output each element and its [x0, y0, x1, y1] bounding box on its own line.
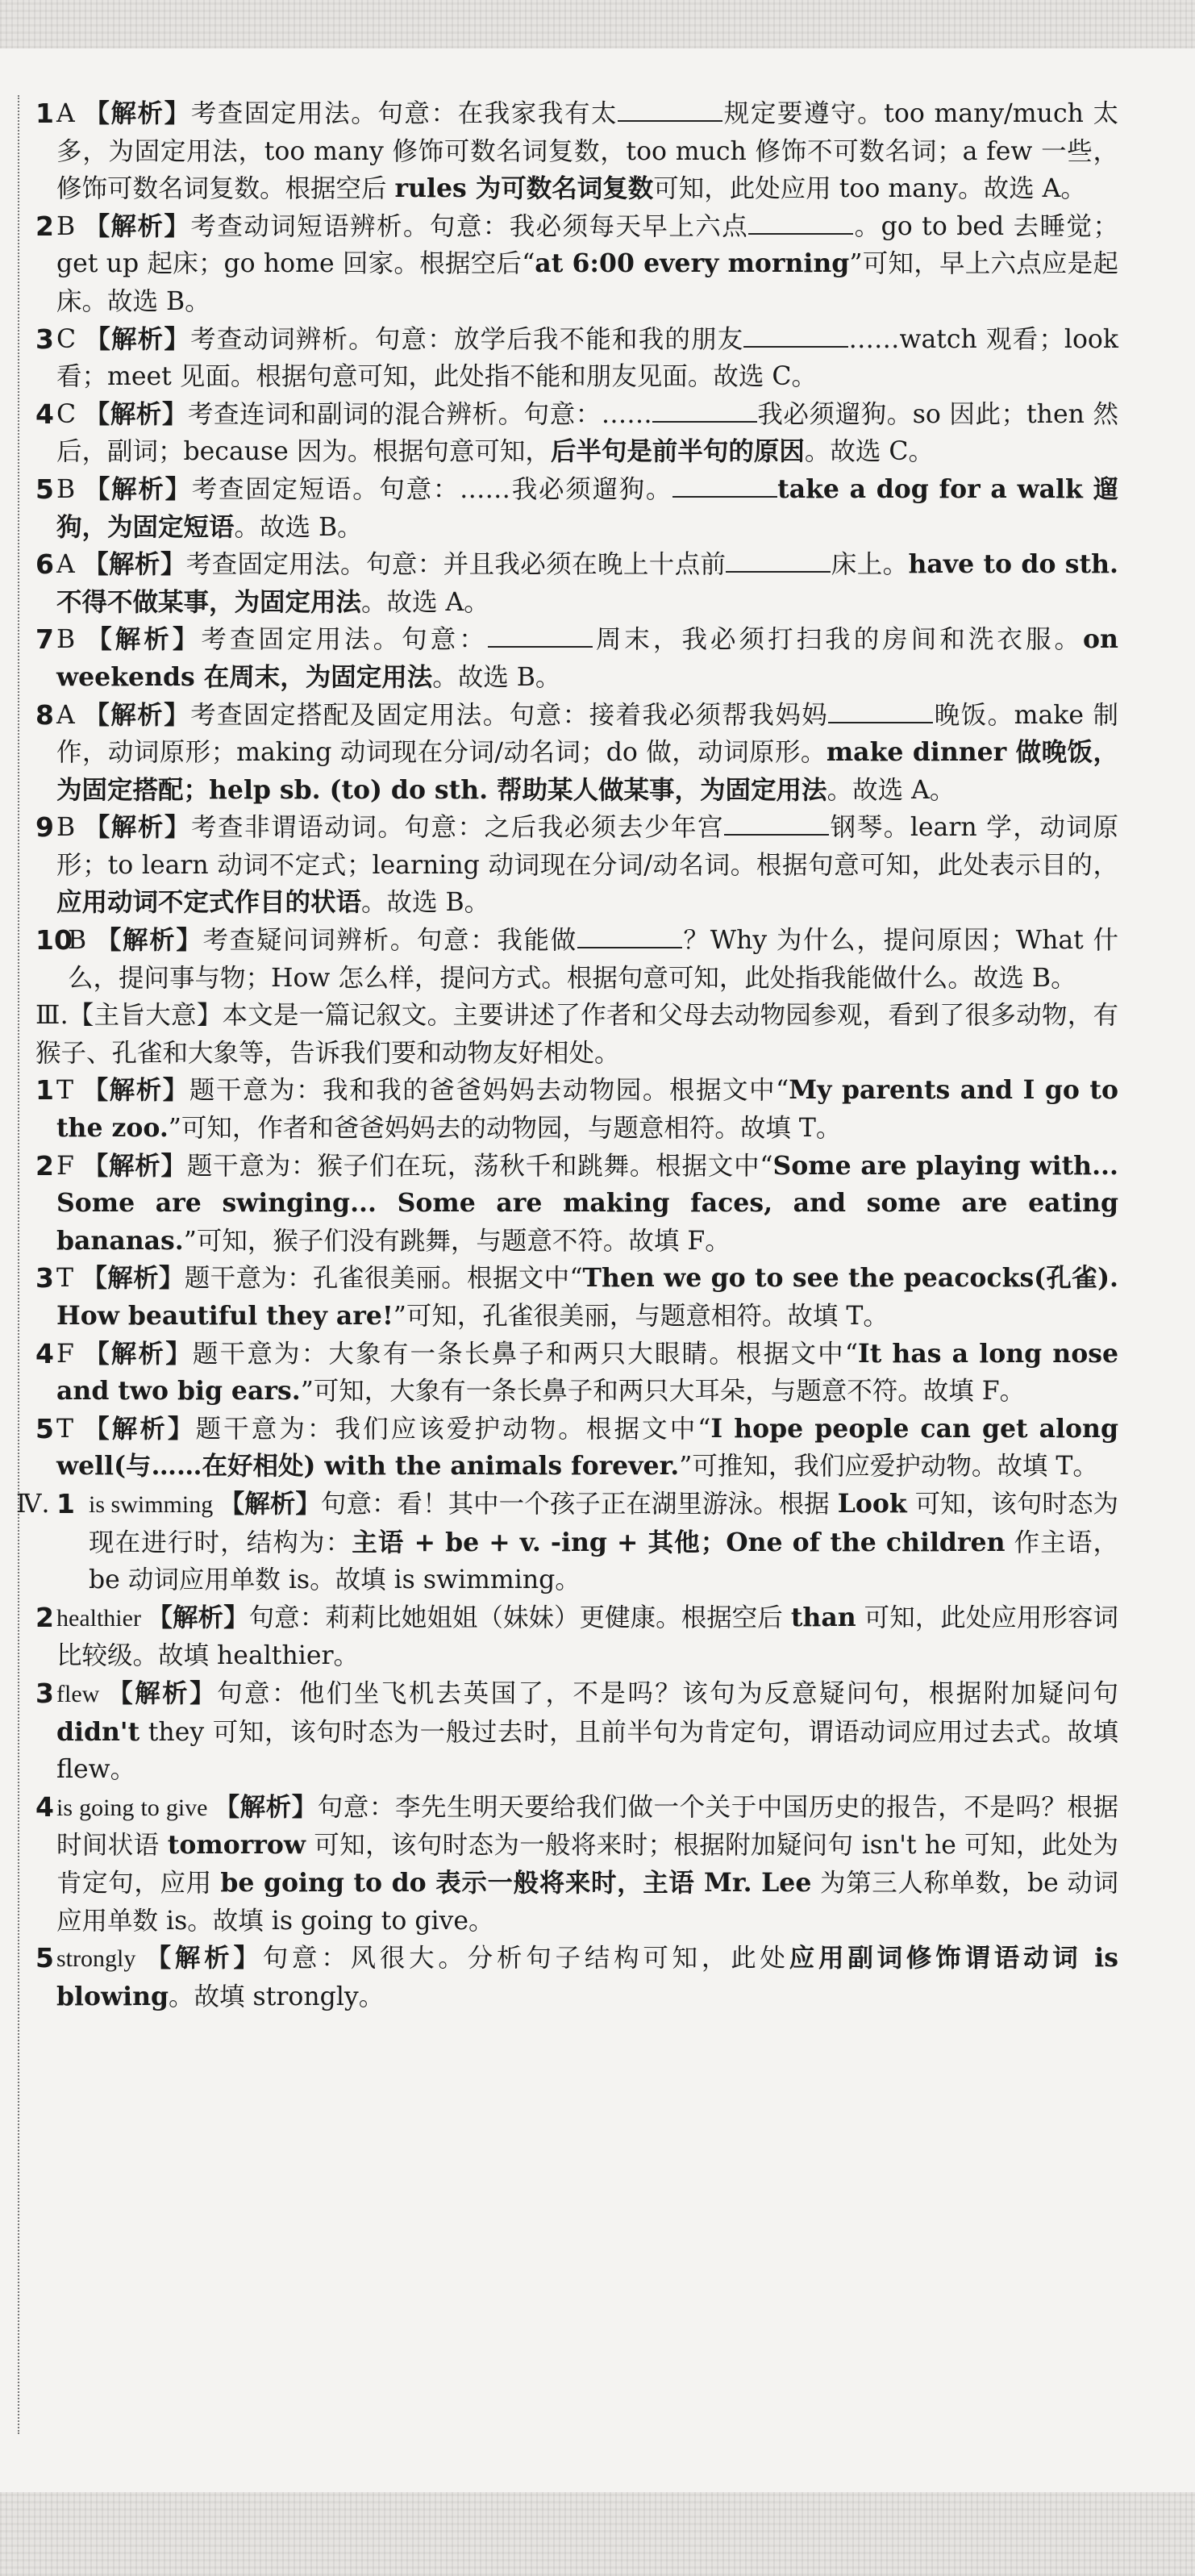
analysis-text: they 可知，该句时态为一般过去时，且前半句为肯定句，谓语动词应用过去式。故填 flew。	[56, 1717, 1118, 1785]
answer-blank	[577, 927, 682, 948]
key-point: on weekends 在周末，为固定用法	[56, 624, 1118, 692]
answer-choice: B	[56, 211, 85, 241]
item-number: 4	[35, 1337, 54, 1369]
analysis-text: 可知，该句时态为现在进行时，结构为：	[89, 1489, 1118, 1557]
judgement-item	[18, 1411, 1118, 1486]
quoted-evidence: Some are playing with... Some are swinging... Some are making faces, and some are eating bananas.	[56, 1150, 1118, 1256]
analysis-text: 可知，此处应用 too many。故选 A。	[653, 174, 1086, 204]
answer-choice: T	[56, 1076, 83, 1106]
analysis-text: 考查动词辨析。句意：放学后我不能和我的朋友	[190, 324, 744, 354]
analysis-text: ”可知，大象有一条长鼻子和两只大耳朵，与题意不符。故填 F。	[300, 1377, 1026, 1407]
analysis-text: 钢琴。learn 学，动词原形；to learn 动词不定式；learning 动词现在分词/动名词。根据句意可知，此处表示目的，	[56, 813, 1118, 880]
fill-in-item	[18, 1789, 1118, 1940]
analysis-tag: 【解析】	[81, 1263, 185, 1294]
filled-answer: is swimming	[89, 1490, 219, 1518]
analysis-text: 题干意为：我们应该爱护动物。根据文中“	[195, 1414, 711, 1444]
answer-choice: C	[56, 399, 85, 429]
analysis-text: 。故选 B。	[361, 888, 490, 918]
analysis-text: ”可知，猴子们没有跳舞，与题意不符。故填 F。	[183, 1226, 731, 1256]
answer-blank	[618, 101, 722, 122]
answer-choice: F	[56, 1339, 85, 1369]
answer-choice: B	[56, 474, 85, 504]
fill-in-item	[18, 1599, 1118, 1675]
fill-in-item	[18, 1940, 1118, 2015]
answer-choice: A	[56, 550, 84, 580]
key-point: 应用动词不定式作目的状语	[56, 887, 362, 918]
analysis-text: ”可知，早上六点应是起床。故选 B。	[56, 249, 1118, 316]
analysis-text: 考查固定搭配及固定用法。句意：接着我必须帮我妈妈	[190, 700, 829, 730]
analysis-text: 句意：李先生明天要给我们做一个关于中国历史的报告，不是吗？根据时间状语	[56, 1792, 1118, 1861]
analysis-text: 。故选 B。	[432, 662, 561, 692]
item-number: 2	[35, 1149, 54, 1182]
filled-answer: strongly	[56, 1945, 146, 1973]
answer-choice: A	[56, 700, 85, 730]
analysis-tag: 【解析】	[95, 925, 203, 956]
filled-answer: flew	[56, 1680, 108, 1707]
analysis-text: 题干意为：猴子们在玩，荡秋千和跳舞。根据文中“	[186, 1151, 773, 1181]
key-point: 应用副词修饰谓语动词 is blowing	[56, 1943, 1118, 2011]
answer-choice: T	[56, 1264, 82, 1294]
analysis-tag: 【解析】	[84, 699, 191, 730]
item-number: 3	[35, 1262, 54, 1294]
section-3	[18, 997, 1118, 1072]
key-point: didn't	[56, 1716, 140, 1747]
key-point: at 6:00 every morning	[535, 248, 850, 279]
key-point: be going to do 表示一般将来时，主语 Mr. Lee	[220, 1867, 812, 1898]
answer-item	[18, 922, 1118, 997]
analysis-text: 。故选 A。	[827, 775, 956, 805]
analysis-text: 考查非谓语动词。句意：之后我必须去少年宫	[190, 813, 725, 843]
key-point: Look	[837, 1488, 907, 1519]
analysis-tag: 【解析】	[85, 323, 191, 354]
analysis-text: 考查固定用法。句意：在我家我有太	[190, 99, 618, 128]
answer-blank	[488, 627, 593, 648]
answer-item	[18, 471, 1118, 546]
key-point: 主语 + be + v. -ing + 其他；One of the children	[352, 1527, 1006, 1557]
analysis-text: 规定要遵守。too many/much 太多，为固定用法，too many 修饰可数名词复数，too much 修饰不可数名词；a few 一些，修饰可数名词复数。根据空后	[56, 99, 1118, 204]
analysis-text: 晚饭。make 制作，动词原形；making 动词现在分词/动名词；do 做，动词原形。	[56, 700, 1118, 768]
analysis-tag: 【解析】	[84, 210, 191, 241]
item-number: 2	[35, 1601, 54, 1633]
analysis-text: ”可知，作者和爸爸妈妈去的动物园，与题意相符。故填 T。	[168, 1114, 842, 1144]
analysis-text: 。go to bed 去睡觉；get up 起床；go home 回家。根据空后“	[56, 211, 1118, 279]
analysis-tag: 【解析】	[84, 473, 192, 504]
analysis-text: 考查连词和副词的混合辨析。句意：……	[187, 399, 652, 429]
analysis-text: 考查疑问词辨析。句意：我能做	[202, 926, 577, 956]
item-number: 4	[35, 398, 54, 430]
main-idea-heading: 【主旨大意】	[68, 1001, 223, 1031]
analysis-text: 我必须遛狗。so 因此；then 然后，副词；because 因为。根据句意可知，	[56, 399, 1118, 467]
fill-in-item	[18, 1675, 1118, 1789]
analysis-text: 。故选 C。	[804, 437, 934, 467]
analysis-text: ”可知，孔雀很美丽，与题意相符。故填 T。	[393, 1302, 889, 1331]
analysis-text: 题干意为：孔雀很美丽。根据文中“	[184, 1264, 583, 1294]
item-number: 3	[35, 323, 54, 355]
key-point: 后半句是前半句的原因	[550, 436, 805, 467]
analysis-tag: 【解析】	[84, 812, 191, 843]
section-2-answers	[18, 95, 1118, 997]
item-number: 4	[35, 1790, 54, 1823]
quoted-evidence: It has a long nose and two big ears.	[56, 1338, 1118, 1407]
analysis-text: 题干意为：我和我的爸爸妈妈去动物园。根据文中“	[189, 1076, 789, 1106]
item-number: 1	[35, 98, 54, 129]
key-point: make dinner 做晚饭，为固定搭配；help sb. (to) do sth. 帮助某人做某事，为固定用法	[56, 737, 1118, 805]
item-number: 3	[35, 1677, 54, 1709]
item-number: 7	[35, 623, 54, 656]
analysis-text: ……watch 观看；look 看；meet 见面。根据句意可知，此处指不能和朋友见面。故选 C。	[56, 324, 1118, 392]
item-number: 1	[56, 1487, 75, 1519]
item-number: 6	[35, 548, 54, 581]
analysis-text: 可知，该句时态为一般将来时；根据附加疑问句 isn't he 可知，此处为肯定句，应用	[56, 1831, 1118, 1898]
answer-choice: F	[56, 1151, 83, 1181]
analysis-text: 考查固定短语。句意：……我必须遛狗。	[191, 474, 673, 504]
section-4-label: Ⅳ.	[16, 1489, 50, 1519]
analysis-text: 句意：风很大。分析句子结构可知，此处	[262, 1944, 789, 1974]
analysis-tag: 【解析】	[84, 1338, 193, 1369]
analysis-tag: 【解析】	[84, 1413, 196, 1444]
analysis-text: ”可推知，我们应爱护动物。故填 T。	[679, 1452, 1098, 1482]
analysis-text: 。故填 strongly。	[169, 1982, 385, 2011]
key-point: than	[790, 1602, 856, 1632]
key-point: rules 为可数名词复数	[394, 173, 654, 204]
analysis-text: ？Why 为什么，提问原因；What 什么，提问事与物；How 怎么样，提问方式。根据句意可知，此处指我能做什么。故选 B。	[68, 926, 1118, 993]
answer-blank	[743, 327, 848, 348]
main-idea-text: 本文是一篇记叙文。主要讲述了作者和父母去动物园参观，看到了很多动物，有猴子、孔雀和大象等，告诉我们要和动物友好相处。	[35, 1001, 1118, 1068]
analysis-tag: 【解析】	[83, 549, 186, 580]
item-number: 2	[35, 210, 54, 242]
judgement-item	[18, 1148, 1118, 1261]
analysis-text: 考查动词短语辨析。句意：我必须每天早上六点	[190, 211, 749, 241]
section-3-label: Ⅲ.	[35, 1001, 69, 1031]
answer-blank	[828, 702, 933, 723]
filled-answer: healthier	[56, 1604, 148, 1632]
answer-item	[18, 546, 1118, 621]
answer-item	[18, 697, 1118, 810]
answer-item	[18, 809, 1118, 922]
quoted-evidence: I hope people can get along well(与……在好相处) with the animals forever.	[56, 1413, 1118, 1482]
analysis-text: 句意：莉莉比她姐姐（妹妹）更健康。根据空后	[248, 1603, 791, 1632]
quoted-evidence: My parents and I go to the zoo.	[56, 1075, 1118, 1144]
section-4-answers	[18, 1486, 1118, 2015]
analysis-tag: 【解析】	[145, 1943, 263, 1974]
answer-blank	[652, 402, 757, 423]
answer-item	[18, 321, 1118, 396]
analysis-tag: 【解析】	[82, 1075, 189, 1106]
item-number: 1	[35, 1074, 54, 1107]
fill-in-item	[18, 1486, 1118, 1599]
analysis-tag: 【解析】	[214, 1791, 318, 1822]
item-number: 10	[35, 924, 73, 957]
scan-texture-bottom	[0, 2492, 1195, 2576]
analysis-tag: 【解析】	[84, 398, 188, 429]
filled-answer: is going to give	[56, 1794, 214, 1821]
item-number: 5	[35, 473, 54, 505]
key-point: take a dog for a walk 遛狗，为固定短语	[56, 473, 1118, 542]
analysis-text: 。故选 A。	[361, 587, 489, 617]
answer-item	[18, 396, 1118, 471]
item-number: 5	[35, 1942, 54, 1974]
analysis-text: 为第三人称单数，be 动词应用单数 is。故填 is going to give。	[56, 1868, 1118, 1936]
answer-blank	[724, 815, 829, 836]
judgement-item	[18, 1072, 1118, 1147]
analysis-text: 考查固定用法。句意：并且我必须在晚上十点前	[185, 550, 727, 580]
analysis-text: 周末，我必须打扫我的房间和洗衣服。	[592, 625, 1084, 655]
analysis-text: 。故选 B。	[234, 512, 363, 542]
answer-blank	[748, 214, 853, 235]
answer-choice: A	[56, 99, 85, 128]
scan-texture-top	[0, 0, 1195, 48]
analysis-text: 句意：看！其中一个孩子正在湖里游泳。根据	[320, 1489, 838, 1519]
answer-blank	[672, 477, 777, 498]
analysis-tag: 【解析】	[82, 1150, 187, 1181]
answer-choice: B	[56, 813, 85, 843]
section-3-header	[35, 997, 1118, 1072]
answer-item	[18, 95, 1118, 208]
answer-item	[18, 621, 1118, 696]
answer-choice: T	[56, 1414, 85, 1444]
judgement-item	[18, 1260, 1118, 1335]
analysis-text: 床上。	[831, 550, 909, 580]
item-number: 9	[35, 811, 54, 844]
answer-key-page	[18, 95, 1118, 2015]
analysis-tag: 【解析】	[86, 624, 202, 655]
section-3-answers	[18, 1072, 1118, 1486]
answer-blank	[726, 552, 831, 573]
key-point: have to do sth. 不得不做某事，为固定用法	[56, 549, 1118, 617]
item-number: 8	[35, 698, 54, 731]
analysis-tag: 【解析】	[147, 1602, 249, 1632]
analysis-text: 作主语，be 动词应用单数 is。故填 is swimming。	[89, 1528, 1118, 1595]
analysis-tag: 【解析】	[107, 1678, 218, 1708]
analysis-text: 题干意为：大象有一条长鼻子和两只大眼睛。根据文中“	[192, 1339, 858, 1369]
item-number: 5	[35, 1412, 54, 1444]
judgement-item	[18, 1336, 1118, 1411]
analysis-text: 句意：他们坐飞机去英国了，不是吗？该句为反意疑问句，根据附加疑问句	[217, 1678, 1118, 1708]
answer-item	[18, 208, 1118, 321]
analysis-tag: 【解析】	[84, 98, 191, 128]
analysis-text: 可知，此处应用形容词比较级。故填 healthier。	[56, 1603, 1118, 1671]
analysis-tag: 【解析】	[219, 1488, 321, 1519]
key-point: tomorrow	[167, 1830, 306, 1861]
answer-choice: B	[68, 926, 96, 956]
analysis-text: 考查固定用法。句意：	[201, 625, 488, 655]
answer-choice: C	[56, 324, 85, 354]
quoted-evidence: Then we go to see the peacocks(孔雀). How beautiful they are!	[56, 1263, 1118, 1331]
answer-choice: B	[56, 625, 87, 655]
